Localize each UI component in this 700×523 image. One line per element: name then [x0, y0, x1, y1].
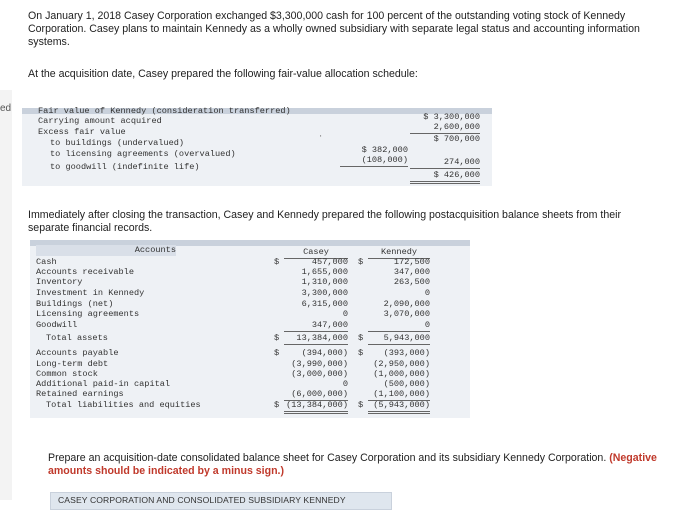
- alloc-row-label: to buildings (undervalued): [50, 138, 185, 148]
- alloc-row-right: $ 3,300,000: [423, 112, 480, 122]
- balance-row-casey-value: 347,000: [284, 320, 348, 332]
- balance-row-casey-value: 0: [342, 379, 348, 389]
- balance-row-casey-value: 3,300,000: [301, 288, 348, 298]
- balance-row-kennedy-value: 5,943,000: [368, 333, 430, 345]
- balance-row-label: Additional paid-in capital: [36, 379, 171, 389]
- balance-row-casey-value: (3,000,000): [291, 369, 348, 379]
- intro-line-2: Corporation. Casey plans to maintain Kennedy as a wholly owned subsidiary with separate legal status and accounting information: [28, 23, 640, 35]
- balance-row-kennedy-value: 263,500: [393, 277, 430, 287]
- answer-table-title: CASEY CORPORATION AND CONSOLIDATED SUBSIDIARY KENNEDY: [58, 495, 346, 505]
- balance-row-casey-sign: $: [274, 348, 280, 358]
- balance-row-kennedy-value: 172,500: [393, 257, 430, 267]
- balance-row-casey-sign: $: [274, 257, 280, 267]
- balance-row-kennedy-sign: $: [358, 257, 364, 267]
- alloc-row-right: $ 700,000: [433, 134, 480, 144]
- balance-row-label: Inventory: [36, 277, 83, 287]
- balance-row-label: Long-term debt: [36, 359, 109, 369]
- alloc-row-label: Fair value of Kennedy (consideration transferred): [38, 106, 291, 116]
- balance-row-label: Total assets: [46, 333, 108, 343]
- left-margin-strip: [0, 90, 12, 500]
- balance-row-casey-value: 13,384,000: [284, 333, 348, 345]
- balance-row-label: Accounts payable: [36, 348, 119, 358]
- balance-row-casey-value: 457,000: [311, 257, 348, 267]
- alloc-row-right: $ 426,000: [410, 170, 480, 184]
- balance-row-kennedy-value: (500,000): [383, 379, 430, 389]
- balance-row-label: Cash: [36, 257, 57, 267]
- header-casey: Casey: [284, 247, 348, 259]
- balance-row-kennedy-sign: $: [358, 348, 364, 358]
- balance-row-casey-value: (3,990,000): [291, 359, 348, 369]
- balance-row-kennedy-value: (2,950,000): [373, 359, 430, 369]
- alloc-row-label: to goodwill (indefinite life): [50, 162, 200, 172]
- para2-line-2: separate financial records.: [28, 222, 153, 234]
- intro-line-4: At the acquisition date, Casey prepared the following fair-value allocation schedule:: [28, 68, 418, 80]
- alloc-row-label: Excess fair value: [38, 127, 126, 137]
- alloc-row-right: 2,600,000: [410, 122, 480, 134]
- balance-row-label: Total liabilities and equities: [46, 400, 201, 410]
- balance-row-casey-value: (13,384,000): [284, 400, 348, 414]
- balance-row-kennedy-sign: $: [358, 333, 364, 343]
- balance-row-label: Common stock: [36, 369, 98, 379]
- balance-row-casey-sign: $: [274, 400, 280, 410]
- balance-row-label: Goodwill: [36, 320, 78, 330]
- instruction-line-1: [48, 452, 657, 465]
- balance-row-casey-value: 1,655,000: [301, 267, 348, 277]
- header-kennedy: Kennedy: [368, 247, 430, 259]
- alloc-row-label: Carrying amount acquired: [38, 116, 162, 126]
- balance-row-kennedy-value: (1,000,000): [373, 369, 430, 379]
- alloc-row-label: to licensing agreements (overvalued): [50, 149, 236, 159]
- balance-row-kennedy-value: 3,070,000: [383, 309, 430, 319]
- balance-row-kennedy-value: 2,090,000: [383, 299, 430, 309]
- balance-row-label: Licensing agreements: [36, 309, 140, 319]
- balance-row-casey-value: (6,000,000): [284, 389, 348, 401]
- balance-row-label: Buildings (net): [36, 299, 114, 309]
- negative-note-part-1: (Negative: [609, 452, 657, 464]
- balance-row-kennedy-value: (393,000): [383, 348, 430, 358]
- balance-row-kennedy-value: 0: [368, 320, 430, 332]
- balance-row-label: Retained earnings: [36, 389, 124, 399]
- balance-row-label: Investment in Kennedy: [36, 288, 145, 298]
- intro-line-3: systems.: [28, 36, 70, 48]
- alloc-row-mid: $ 382,000: [361, 145, 408, 155]
- balance-row-kennedy-value: 347,000: [393, 267, 430, 277]
- balance-row-casey-value: 0: [342, 309, 348, 319]
- instruction-text: Prepare an acquisition-date consolidated balance sheet for Casey Corporation and its subsidiary Kennedy Corporation.: [48, 452, 607, 464]
- alloc-row-mid: (108,000): [340, 155, 408, 167]
- para2-line-1: Immediately after closing the transaction, Casey and Kennedy prepared the following postacquisition balance sheets from their: [28, 209, 621, 221]
- balance-row-casey-value: 6,315,000: [301, 299, 348, 309]
- negative-note-part-2: amounts should be indicated by a minus sign.): [48, 465, 285, 477]
- side-mark-text: ed: [0, 103, 12, 114]
- balance-row-kennedy-sign: $: [358, 400, 364, 410]
- alloc-row-right: 274,000: [410, 157, 480, 169]
- header-accounts: Accounts: [36, 245, 176, 256]
- balance-row-casey-value: 1,310,000: [301, 277, 348, 287]
- balance-row-label: Accounts receivable: [36, 267, 134, 277]
- marker-dot: ·: [318, 131, 324, 141]
- balance-row-kennedy-value: (5,943,000): [368, 400, 430, 414]
- intro-line-1: On January 1, 2018 Casey Corporation exchanged $3,300,000 cash for 100 percent of the outstanding voting stock of Kennedy: [28, 10, 626, 22]
- balance-row-casey-sign: $: [274, 333, 280, 343]
- balance-row-casey-value: (394,000): [301, 348, 348, 358]
- balance-row-kennedy-value: (1,100,000): [368, 389, 430, 401]
- balance-row-kennedy-value: 0: [424, 288, 430, 298]
